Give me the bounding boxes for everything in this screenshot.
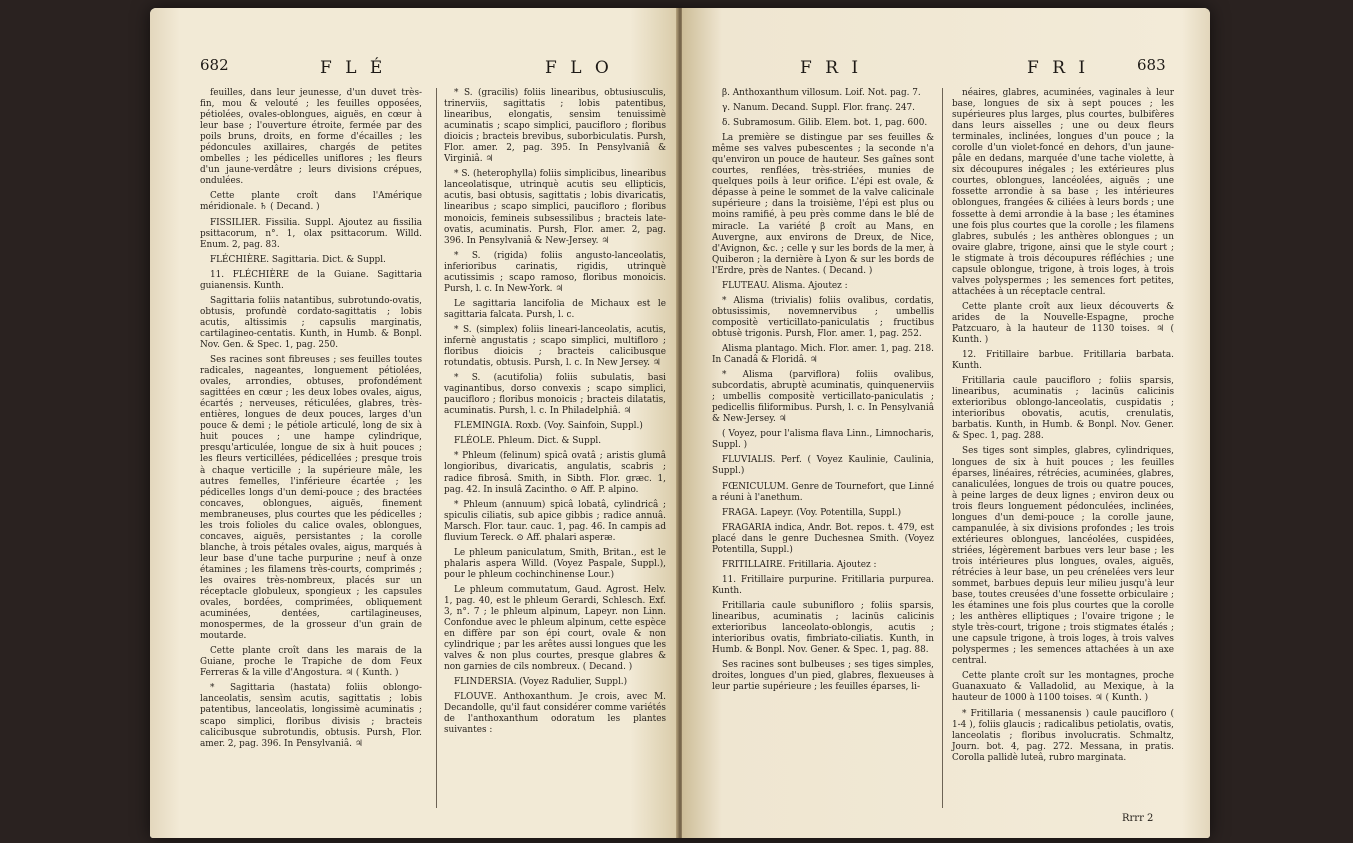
right-page [682, 8, 1210, 838]
paragraph: Le phleum paniculatum, Smith, Britan., est le phalaris aspera Willd. (Voyez Paspale, Suppl.), pour le phleum cochinchinense Lour.) [444, 547, 666, 580]
paragraph: Ses racines sont fibreuses ; ses feuilles toutes radicales, nageantes, longuement pétiolées, ovales, arrondies, obtuses, profondément sagittées en cœur ; les deux lobes ovales, aigus, écartés ; nerveuses, réticulées, glabres, très-entières, longues de deux pouces, larges d'un pouce & demi ; le pétiole articulé, long de six à huit pouces ; une hampe cylindrique, presqu'articulée, longue de six à huit pouces ; les fleurs verticillées, pédicellées ; presque trois à chaque verticille ; la supérieure mâle, les autres femelles, l'inférieure écartée ; les pédicelles longs d'un demi-pouce ; des bractées concaves, oblongues, aiguës, finement membraneuses, plus courtes que les pédicelles ; les trois folioles du calice ovales, oblongues, concaves, aiguës, persistantes ; la corolle blanche, à trois pétales ovales, aigus, marqués à leur base d'une tache purpurine ; neuf à onze étamines ; les filamens très-courts, comprimés ; les ovaires très-nombreux, placés sur un réceptacle globuleux, spongieux ; les capsules ovales, bordées, comprimées, obliquement acuminées, dentées, cartilagineuses, monospermes, de la grosseur d'un grain de moutarde. [200, 355, 422, 642]
paragraph: FRAGARIA indica, Andr. Bot. repos. t. 479, est placé dans le genre Duchesnea Smith. (Voyez Potentilla, Suppl.) [712, 522, 934, 555]
paragraph: FLINDERSIA. (Voyez Radulier, Suppl.) [454, 677, 628, 688]
running-head-right-fri-1: F R I [800, 58, 863, 78]
paragraph: * S. (heterophylla) foliis simplicibus, linearibus lanceolatisque, utrinquè acutis seu ellipticis, acutis, basi obtusis, sagittatis ; lobis divaricatis, linearibus ; scapo simplici, paucifloro ; floribus monoicis, femineis subsessilibus ; bracteis late-ovatis, acuminatis. Pursh, Flor. amer. 2, pag. 396. In Pensylvaniâ & New-Jersey. ♃ [444, 169, 666, 246]
running-head-left-fle: F L É [320, 58, 387, 78]
left-column-2 [444, 88, 666, 741]
paragraph: FISSILIER. Fissilia. Suppl. Ajoutez au fissilia psittacorum, n°. 1, olax psittacorum. Willd. Enum. 2, pag. 83. [200, 217, 422, 250]
signature-mark: Rrrr 2 [1122, 813, 1154, 824]
page-number-right: 683 [1137, 56, 1166, 74]
paragraph: Fritillaria caule paucifloro ; foliis sparsis, linearibus, acuminatis ; lacinüs calicinis exterioribus oblongo-lanceolatis, cuspidatis ; interioribus obovatis, acutis, crenulatis, barbatis. Kunth, in Humb. & Bonpl. Nov. Gener. & Spec. 1, pag. 288. [952, 376, 1174, 442]
paragraph: * Phleum (annuum) spicâ lobatâ, cylindricâ ; spiculis ciliatis, sub apice gibbis ; radice annuâ. Marsch. Flor. taur. cauc. 1, pag. 46. In campis ad fluvium Tereck. ⊙ Aff. phalari asperæ. [444, 499, 666, 543]
paragraph: Ses tiges sont simples, glabres, cylindriques, longues de six à huit pouces ; les feuilles éparses, linéaires, rétrécies, acuminées, glabres, canaliculées, longues de trois ou quatre pouces, à peine larges de deux lignes ; environ deux ou trois fleurs longuement pédonculées, inclinées, longues d'un demi-pouce ; la corolle jaune, campanulée, à six divisions profondes ; les trois extérieures oblongues, lancéolées, cuspidées, striées, légèrement barbues vers leur base ; les trois intérieures plus longues, ovales, aiguës, rétrécies à leur base, un peu crénelées vers leur sommet, barbues depuis leur milieu jusqu'à leur base, toutes creusées d'une fossette orbiculaire ; les étamines une fois plus courtes que la corolle ; les anthères elliptiques ; l'ovaire trigone ; le style très-court, trigone ; trois stigmates étalés ; une capsule trigone, à trois loges, à trois valves polyspermes ; les semences attachées à un axe central. [952, 446, 1174, 667]
paragraph: * S. (acutifolia) foliis subulatis, basi vaginantibus, dorso convexis ; scapo simplici, paucifloro ; floribus monoicis ; bracteis dilatatis, acuminatis. Pursh, l. c. In Philadelphiâ. ♃ [444, 373, 666, 417]
running-head-left-flo: F L O [545, 58, 613, 78]
paragraph: Cette plante croît aux lieux découverts & arides de la Nouvelle-Espagne, proche Patzcuaro, à la hauteur de 1130 toises. ♃ ( Kunth. ) [952, 301, 1174, 346]
paragraph: FRITILLAIRE. Fritillaria. Ajoutez : [722, 559, 877, 570]
paragraph: 12. Fritillaire barbue. Fritillaria barbata. Kunth. [952, 350, 1174, 372]
paragraph: FŒNICULUM. Genre de Tournefort, que Linné a réuni à l'anethum. [712, 481, 935, 503]
column-rule-right [942, 88, 943, 808]
right-column-2 [952, 88, 1174, 768]
paragraph: Ses racines sont bulbeuses ; ses tiges simples, droites, longues d'un pied, glabres, flexueuses à leur partie supérieure ; les feuilles éparses, li- [712, 660, 934, 693]
paragraph: FLEMINGIA. Roxb. (Voy. Sainfoin, Suppl.) [454, 421, 643, 432]
paragraph: β. Anthoxanthum villosum. Loif. Not. pag. 7. [722, 88, 921, 98]
paragraph: Le sagittaria lancifolia de Michaux est le sagittaria falcata. Pursh, l. c. [444, 298, 666, 320]
open-book [150, 8, 1210, 838]
paragraph: * S. (gracilis) foliis linearibus, obtusiusculis, trinerviis, sagittatis ; lobis patentibus, linearibus, elongatis, sensìm tenuissimè acuminatis ; scapo simplici, paucifloro ; floribus dioicis ; bracteis brevibus, suborbiculatis. Pursh, Flor. amer. 2, pag. 395. In Pensylvaniâ & Virginiâ. ♃ [444, 88, 666, 165]
paragraph: * Phleum (felinum) spicâ ovatâ ; aristis glumâ longioribus, divaricatis, angulatis, scabris ; radice fibrosâ. Smith, in Sibth. Flor. græc. 1, pag. 42. In insulâ Zacintho. ⊙ Aff. P. alpino. [444, 451, 666, 495]
left-column-1 [200, 88, 422, 754]
paragraph: * Alisma (trivialis) foliis ovalibus, cordatis, obtusissimis, novemnervibus ; umbellis compositè verticillato-paniculatis ; fructibus obtusè trigonis. Pursh, Flor. amer. 1, pag. 252. [712, 295, 934, 339]
paragraph: FLÉOLE. Phleum. Dict. & Suppl. [454, 436, 602, 447]
left-page [150, 8, 678, 838]
paragraph: Le phleum commutatum, Gaud. Agrost. Helv. 1, pag. 40, est le phleum Gerardi, Schlesch. Exf. 3, n°. 7 ; le phleum alpinum, Lapeyr. non Linn. Confondue avec le phleum alpinum, cette espèce en diffère par son épi court, ovale & non cylindrique ; par les arêtes aussi longues que les valves & non plus courtes, presque glabres & non garnies de cils nombreux. ( Decand. ) [444, 584, 666, 673]
paragraph: * S. (rigida) foliis angusto-lanceolatis, inferioribus carinatis, rigidis, utrinquè acutissimis ; scapo ramoso, floribus monoicis. Pursh, l. c. In New-York. ♃ [444, 250, 666, 294]
paragraph: * Fritillaria ( messanensis ) caule paucifloro ( 1-4 ), foliis glaucis ; radicalibus petiolatis, ovatis, lanceolatis ; floribus involucratis. Schmaltz, Journ. bot. 4, pag. 272. Messana, in pratis. Corolla pallidè luteâ, rubro marginata. [952, 708, 1174, 763]
paragraph: feuilles, dans leur jeunesse, d'un duvet très-fin, mou & velouté ; les feuilles opposées, pétiolées, ovales-oblongues, aiguës, en cœur à leur base ; l'ouverture étroite, fermée par des poils bruns, droits, en forme d'écailles ; les pédoncules axillaires, chargés de petites ombelles ; les pédicelles uniflores ; les fleurs d'un jaune-verdâtre ; leurs divisions crépues, ondulées. [200, 88, 422, 187]
paragraph: * S. (simplex) foliis lineari-lanceolatis, acutis, infernè angustatis ; scapo simplici, multifloro ; floribus dioicis ; bracteis calicibusque rotundatis, obtusis. Pursh, l. c. In New Jersey. ♃ [444, 324, 666, 369]
page-number-left: 682 [200, 56, 229, 74]
paragraph: 11. Fritillaire purpurine. Fritillaria purpurea. Kunth. [712, 574, 934, 596]
paragraph: Cette plante croît dans l'Amérique méridionale. ♄ ( Decand. ) [200, 191, 422, 213]
paragraph: néaires, glabres, acuminées, vaginales à leur base, longues de six à sept pouces ; les supérieures plus larges, plus courtes, bulbifères dans leurs aisselles ; une ou deux fleurs terminales, inclinées, longues d'un pouce ; la corolle d'un violet-foncé en dehors, d'un jaune-pâle en dedans, marquée d'une tache violette, à six découpures inégales ; les extérieures plus courtes, oblongues, lancéolées, aiguës ; une fossette arrondie à sa base ; les intérieures oblongues, frangées & ciliées à leurs bords ; une fossette à demi arrondie à la base ; les étamines une fois plus courtes que la corolle ; les filamens glabres, subulés ; les anthères oblongues ; un ovaire glabre, trigone, ainsi que le style court ; le stigmate à trois découpures réfléchies ; une capsule oblongue, trigone, à trois loges, à trois valves polyspermes ; les semences fort petites, attachées à un réceptacle central. [952, 88, 1174, 297]
paragraph: γ. Nanum. Decand. Suppl. Flor. franç. 247. [722, 103, 915, 114]
paragraph: La première se distingue par ses feuilles & même ses valves pubescentes ; la seconde n'a qu'environ un pouce de hauteur. Ses gaînes sont courtes, renflées, très-striées, munies de quelques poils à leur orifice. L'épi est ovale, & dépasse à peine le sommet de la valve calicinale supérieure ; dans la troisième, l'épi est plus ou moins ramifié, à peu près comme dans le blé de miracle. La variété β croît au Mans, en Auvergne, aux environs de Dreux, de Nice, d'Avignon, &c. ; celle γ sur les bords de la mer, à Quiberon ; la dernière à Lyon & sur les bords de l'Erdre, près de Nantes. ( Decand. ) [712, 133, 934, 276]
paragraph: Cette plante croît sur les montagnes, proche Guanaxuato & Valladolid, au Mexique, à la hauteur de 1000 à 1100 toises. ♃ ( Kunth. ) [952, 671, 1174, 704]
paragraph: * Alisma (parviflora) foliis ovalibus, subcordatis, abruptè acuminatis, quinquenerviis ; umbellis compositè verticillato-paniculatis ; pedicellis filiformibus. Pursh, l. c. In Pensylvaniâ & New-Jersey. ♃ [712, 370, 934, 425]
paragraph: FRAGA. Lapeyr. (Voy. Potentilla, Suppl.) [722, 507, 902, 518]
column-rule-left [436, 88, 437, 808]
paragraph: ( Voyez, pour l'alisma flava Linn., Limnocharis, Suppl. ) [712, 429, 934, 451]
paragraph: * Sagittaria (hastata) foliis oblongo-lanceolatis, sensìm acutis, sagittatis ; lobis patentibus, lanceolatis, longissimè acuminatis ; scapo simplici, floribus divisis ; bracteis calicibusque subrotundis, obtusis. Pursh, Flor. amer. 2, pag. 396. In Pensylvaniâ. ♃ [200, 683, 422, 749]
paragraph: Alisma plantago. Mich. Flor. amer. 1, pag. 218. In Canadâ & Floridâ. ♃ [712, 343, 934, 366]
paragraph: FLUTEAU. Alisma. Ajoutez : [722, 280, 848, 291]
right-column-1 [712, 88, 934, 697]
paragraph: FLUVIALIS. Perf. ( Voyez Kaulinie, Caulinia, Suppl.) [712, 455, 934, 477]
paragraph: FLOUVE. Anthoxanthum. Je crois, avec M. Decandolle, qu'il faut considérer comme variétés de l'anthoxanthum odoratum les plantes suivantes : [444, 692, 666, 736]
paragraph: 11. FLÉCHIÈRE de la Guiane. Sagittaria guianensis. Kunth. [200, 269, 422, 291]
paragraph: FLÉCHIÈRE. Sagittaria. Dict. & Suppl. [210, 254, 386, 265]
paragraph: Fritillaria caule subunifloro ; foliis sparsis, linearibus, acuminatis ; lacinüs calicinis exterioribus lanceolato-oblongis, acutis ; interioribus ovatis, fimbriato-ciliatis. Kunth, in Humb. & Bonpl. Nov. Gener. & Spec. 1, pag. 88. [712, 600, 934, 656]
running-head-right-fri-2: F R I [1027, 58, 1090, 78]
paragraph: Cette plante croît dans les marais de la Guiane, proche le Trapiche de dom Feux Ferreras & la ville d'Angostura. ♃ ( Kunth. ) [200, 646, 422, 679]
paragraph: Sagittaria foliis natantibus, subrotundo-ovatis, obtusis, profundè cordato-sagittatis ; lobis acutis, altissimis ; capsulis marginatis, cartilagineo-centatis. Kunth, in Humb. & Bonpl. Nov. Gen. & Spec. 1, pag. 250. [200, 295, 422, 350]
paragraph: δ. Subramosum. Gilib. Elem. bot. 1, pag. 600. [722, 118, 928, 129]
